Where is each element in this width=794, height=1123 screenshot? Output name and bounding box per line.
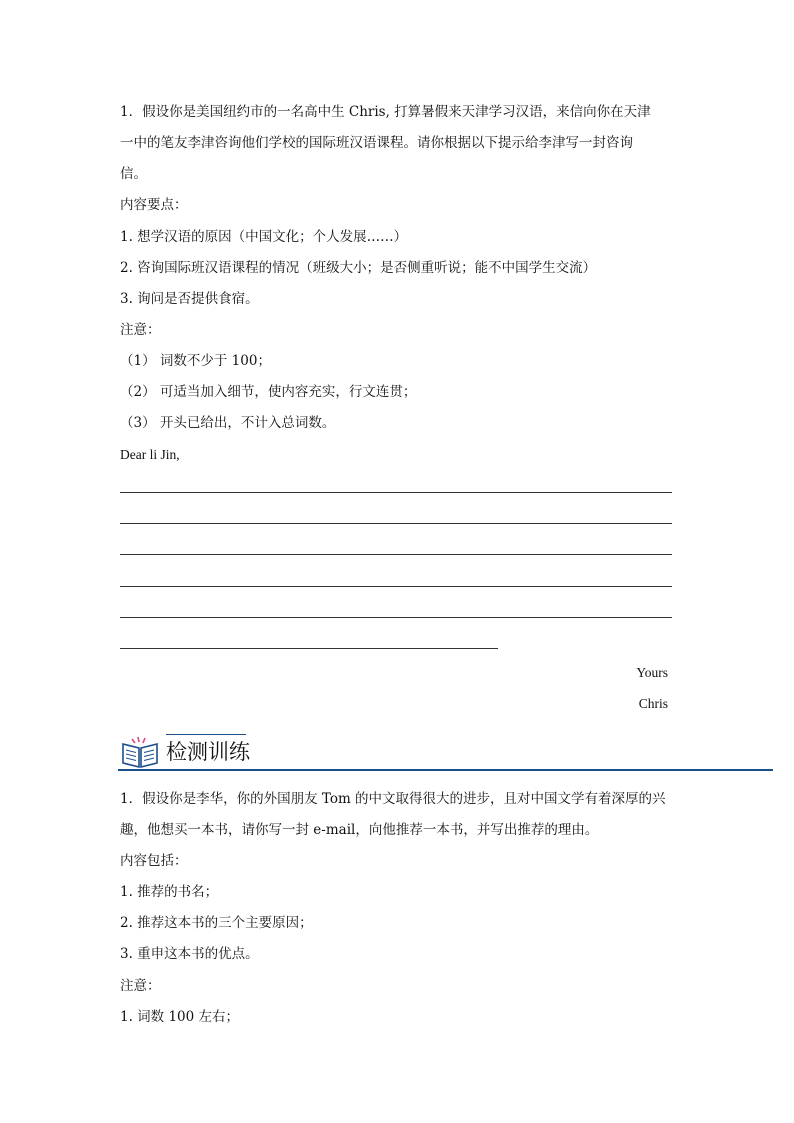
task1-note-1: （1） 词数不少于 100； xyxy=(120,353,271,369)
task1-content-heading: 内容要点： xyxy=(120,197,188,213)
task1-prompt-line-3: 信。 xyxy=(120,166,147,182)
writing-line[interactable] xyxy=(120,586,672,587)
writing-line[interactable] xyxy=(120,523,672,524)
title-overline xyxy=(166,734,246,735)
letter-closing: Yours xyxy=(636,665,668,680)
section-title: 检测训练 xyxy=(166,740,250,764)
writing-line[interactable] xyxy=(120,617,672,618)
task2-point-1: 1. 推荐的书名； xyxy=(120,884,219,900)
task1-note-3: （3） 开头已给出，不计入总词数。 xyxy=(120,415,336,431)
task1-prompt-line-1: 1．假设你是美国纽约市的一名高中生 Chris, 打算暑假来天津学习汉语，来信向你在天津 xyxy=(120,104,651,120)
task1-note-2: （2） 可适当加入细节，使内容充实，行文连贯； xyxy=(120,384,417,400)
title-underline xyxy=(118,769,773,771)
task2-notes-heading: 注意： xyxy=(120,978,161,994)
writing-line-short[interactable] xyxy=(120,648,498,649)
task2-point-3: 3. 重申这本书的优点。 xyxy=(120,946,259,962)
task2-prompt-line-1: 1．假设你是李华，你的外国朋友 Tom 的中文取得很大的进步，且对中国文学有着深厚的兴 xyxy=(120,791,666,807)
letter-salutation: Dear li Jin, xyxy=(120,447,180,462)
writing-line[interactable] xyxy=(120,554,672,555)
section-header xyxy=(118,732,773,774)
task1-prompt-line-2: 一中的笔友李津咨询他们学校的国际班汉语课程。请你根据以下提示给李津写一封咨询 xyxy=(120,135,633,151)
task2-note-1: 1. 词数 100 左右； xyxy=(120,1009,240,1025)
task2-content-heading: 内容包括： xyxy=(120,853,188,869)
task2-point-2: 2. 推荐这本书的三个主要原因； xyxy=(120,915,313,931)
open-book-icon xyxy=(120,735,160,769)
task2-prompt-line-2: 趣，他想买一本书，请你写一封 e-mail，向他推荐一本书，并写出推荐的理由。 xyxy=(120,822,599,838)
letter-signature: Chris xyxy=(638,696,668,711)
task1-point-2: 2. 咨询国际班汉语课程的情况（班级大小；是否侧重听说；能不中国学生交流） xyxy=(120,260,597,276)
task1-notes-heading: 注意： xyxy=(120,322,161,338)
task1-point-1: 1. 想学汉语的原因（中国文化；个人发展……） xyxy=(120,229,408,245)
task1-point-3: 3. 询问是否提供食宿。 xyxy=(120,291,259,307)
writing-line[interactable] xyxy=(120,492,672,493)
